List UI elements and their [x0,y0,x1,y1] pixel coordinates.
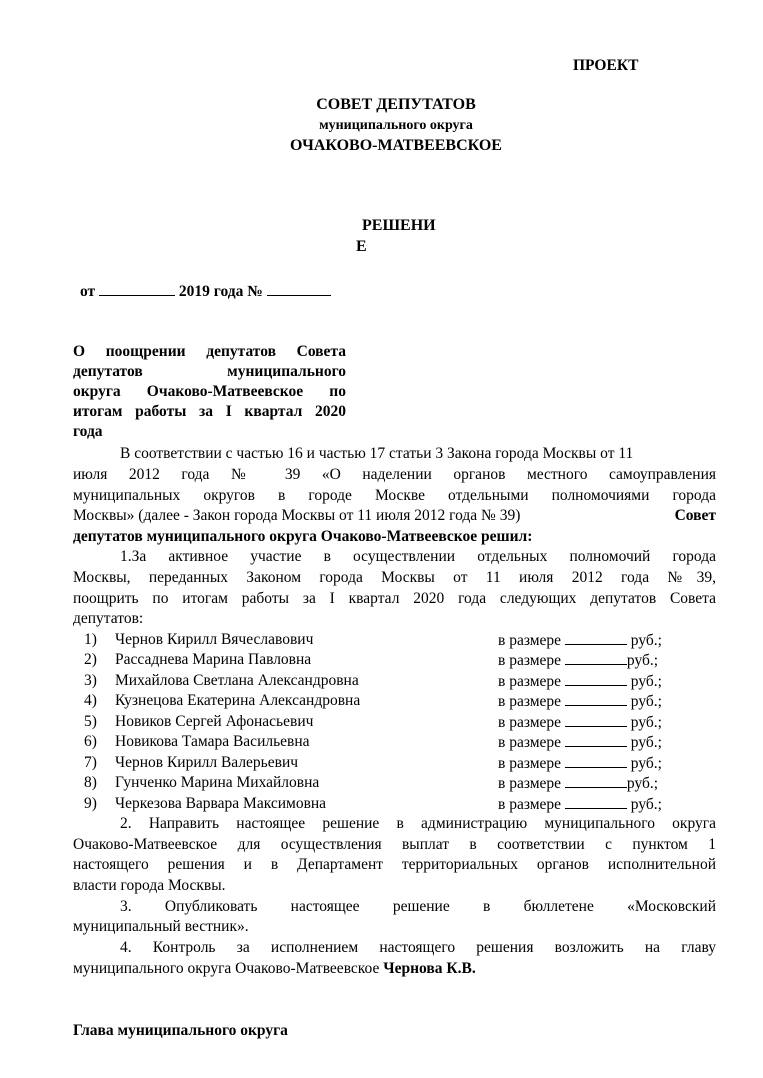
list-item-amount [498,794,662,816]
amount-blank [565,794,627,809]
amount-prefix: в размере [498,652,562,669]
list-item [84,712,716,732]
amount-prefix: в размере [498,673,562,690]
list-item-amount [498,753,662,775]
amount-blank [565,671,627,686]
list-item-amount [498,773,658,795]
item2-line-4: власти города Москвы. [73,877,226,894]
preamble-line-2: июля 2012 года № 39 «О наделении органов местного самоуправления [73,466,716,483]
list-item-amount [498,630,662,652]
subject-block [73,342,346,442]
subject-line-1: О поощрении депутатов Совета [73,343,346,360]
amount-blank [565,650,627,665]
list-item-number: 5) [84,713,97,730]
list-item [84,650,716,670]
list-item-amount [498,691,662,713]
amount-prefix: в размере [498,734,562,751]
amount-prefix: в размере [498,796,562,813]
list-item-amount [498,732,662,754]
preamble-line-4-bold: Совет [674,507,716,524]
amount-unit: руб.; [630,734,662,751]
list-item-number: 9) [84,795,97,812]
decision-title-end: Е [356,238,367,255]
amount-unit: руб.; [630,755,662,772]
item4-line-2-text: муниципального округа Очаково-Матвеевское [73,960,380,977]
number-blank [267,281,331,296]
amount-unit: руб.; [626,775,659,792]
amount-blank [565,712,627,727]
list-item-name: Кузнецова Екатерина Александровна [115,692,361,709]
list-item [84,753,716,773]
head-name: Чернова К.В. [383,960,476,977]
list-item [84,671,716,691]
preamble-line-4 [73,506,716,527]
list-item-name: Гунченко Марина Михайловна [115,774,320,791]
district-type: муниципального округа [319,118,473,133]
subject-line-3: округа Очаково-Матвеевское по [73,383,346,400]
amount-blank [565,753,627,768]
list-item-amount [498,712,662,734]
amount-blank [565,773,627,788]
item1-line-4: депутатов: [73,610,144,627]
item4-line-1: 4. Контроль за исполнением настоящего решения возложить на главу [120,939,716,956]
district-name: ОЧАКОВО-МАТВЕЕВСКОЕ [290,137,502,154]
list-item-name: Чернов Кирилл Валерьевич [115,754,299,771]
item1-line-1: 1.За активное участие в осуществлении отдельных полномочий города [120,548,716,565]
item2-line-3: настоящего решения и в Департамент территориальных органов исполнительной [73,856,716,873]
amount-blank [565,732,627,747]
item3-line-1: 3. Опубликовать настоящее решение в бюллетене «Московский [120,898,716,915]
date-prefix: от [80,283,96,300]
list-item [84,732,716,752]
draft-label: ПРОЕКТ [573,57,639,74]
amount-unit: руб.; [630,714,662,731]
decision-title: РЕШЕНИ [362,217,436,234]
amount-blank [565,630,627,645]
list-item-number: 2) [84,651,97,668]
preamble-line-5: депутатов муниципального округа Очаково-Матвеевское решил: [73,528,533,545]
signature-title: Глава муниципального округа [73,1022,288,1039]
preamble-line-3: муниципальных округов в городе Москве отдельными полномочиями города [73,487,716,504]
list-item-name: Новиков Сергей Афонасьевич [115,713,314,730]
list-item-number: 4) [84,692,97,709]
list-item-number: 6) [84,733,97,750]
item3-line-2: муниципальный вестник». [73,918,249,935]
amount-unit: руб.; [630,693,662,710]
list-item [84,773,716,793]
list-item-name: Новикова Тамара Васильевна [115,733,310,750]
date-year-number: 2019 года № [178,283,263,300]
amount-unit: руб.; [626,652,659,669]
item1-line-3: поощрить по итогам работы за I квартал 2020 года следующих депутатов Совета [73,590,716,607]
amount-prefix: в размере [498,755,562,772]
item4-line-2 [73,959,716,980]
amount-unit: руб.; [630,673,662,690]
list-item-number: 8) [84,774,97,791]
subject-line-2: депутатов муниципального [73,363,346,380]
amount-unit: руб.; [630,632,662,649]
subject-line-4: итогам работы за I квартал 2020 [73,403,346,420]
list-item [84,691,716,711]
amount-prefix: в размере [498,775,562,792]
list-item [84,630,716,650]
item2-line-1: 2. Направить настоящее решение в администрацию муниципального округа [120,815,716,832]
list-item-name: Рассаднева Марина Павловна [115,651,312,668]
item1-line-2: Москвы, переданных Законом города Москвы от 11 июля 2012 года №39, [73,569,716,586]
council-title: СОВЕТ ДЕПУТАТОВ [316,96,476,113]
list-item-number: 7) [84,754,97,771]
amount-prefix: в размере [498,632,562,649]
amount-prefix: в размере [498,714,562,731]
preamble-line-1: В соответствии с частью 16 и частью 17 статьи 3 Закона города Москвы от 11 [120,445,634,462]
decision-date-line [80,281,331,303]
list-item [84,794,716,814]
list-item-number: 1) [84,631,97,648]
amount-prefix: в размере [498,693,562,710]
amount-blank [565,691,627,706]
subject-line-5: года [73,423,103,440]
list-item-name: Михайлова Светлана Александровна [115,672,359,689]
amount-unit: руб.; [630,796,662,813]
item2-line-2: Очаково-Матвеевское для осуществления выплат в соответствии с пунктом 1 [73,836,716,853]
date-blank [99,281,175,296]
list-item-amount [498,650,658,672]
list-item-name: Черкезова Варвара Максимовна [115,795,327,812]
list-item-number: 3) [84,672,97,689]
preamble-line-4-text: Москвы» (далее - Закон города Москвы от 11 июля 2012 года № 39) [73,507,521,524]
list-item-amount [498,671,662,693]
list-item-name: Чернов Кирилл Вячеславович [115,631,314,648]
